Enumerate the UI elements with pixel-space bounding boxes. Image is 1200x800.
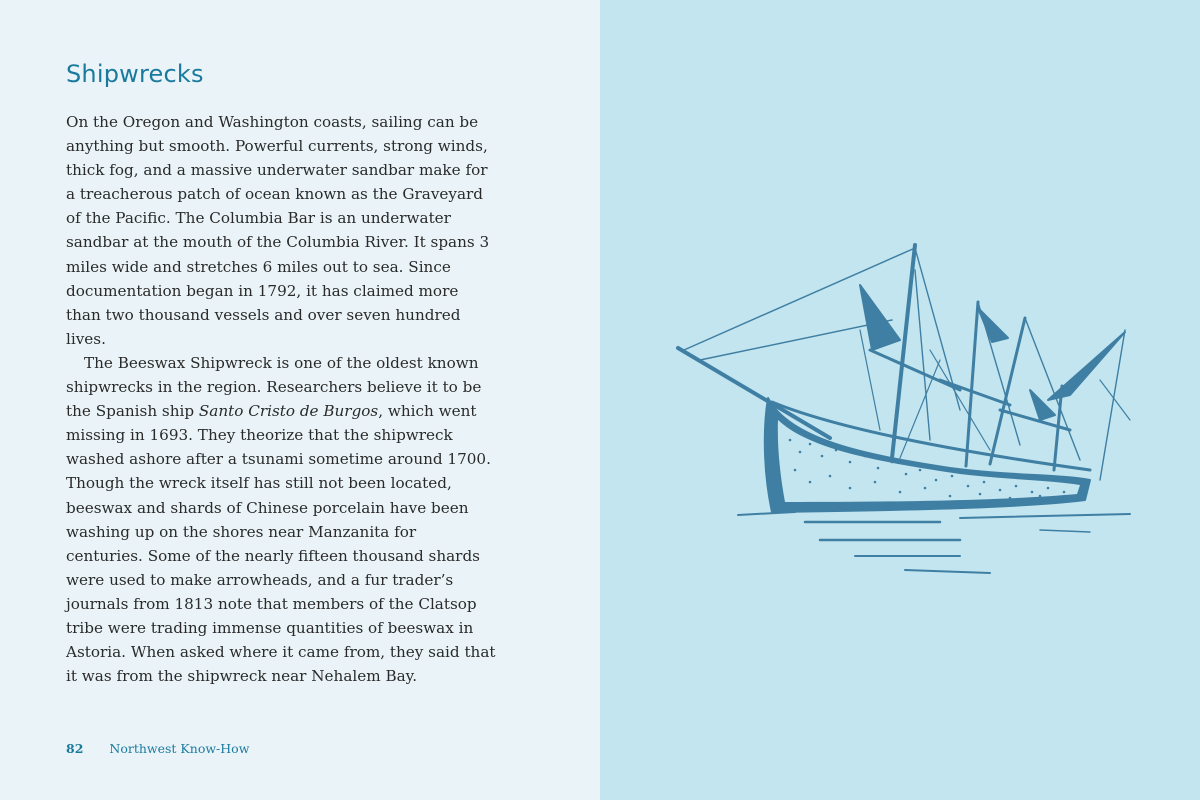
paragraph-2-end: , which went missing in 1693. They theorize that the shipwreck washed ashore after a tsunami sometime around 1700. Though the wreck itself has still not been located, beeswax and shards of Chinese porcelain have been washing up on the shores near Manzanita for centuries. Some of the nearly fifteen thousand shards were used to make arrowheads, and a fur trader’s journals from 1813 note that members of the Clatsop tribe were trading immense quantities of beeswax in Astoria. When asked where it came from, they said that it was from the shipwreck near Nehalem Bay. [66, 402, 496, 686]
paragraph-2-start: The Beeswax Shipwreck is one of the oldest known shipwrecks in the region. Researchers believe it to be the Spanish ship [66, 353, 482, 421]
body-text [66, 110, 496, 688]
page-title: Shipwrecks [66, 60, 204, 88]
paragraph-1: On the Oregon and Washington coasts, sailing can be anything but smooth. Powerful currents, strong winds, thick fog, and a massive underwater sandbar make for a treacherous patch of ocean known as the Graveyard of the Pacific. The Columbia Bar is an underwater sandbar at the mouth of the Columbia River. It spans 3 miles wide and stretches 6 miles out to sea. Since documentation began in 1792, it has claimed more than two thousand vessels and over seven hundred lives. [66, 113, 490, 348]
sailing-ship-icon [660, 230, 1140, 590]
ship-name: Santo Cristo de Burgos [198, 402, 379, 421]
paragraph-2 [66, 351, 496, 688]
page-footer [66, 741, 249, 756]
page-number: 82 [66, 741, 84, 756]
book-title: Northwest Know-How [109, 741, 250, 756]
